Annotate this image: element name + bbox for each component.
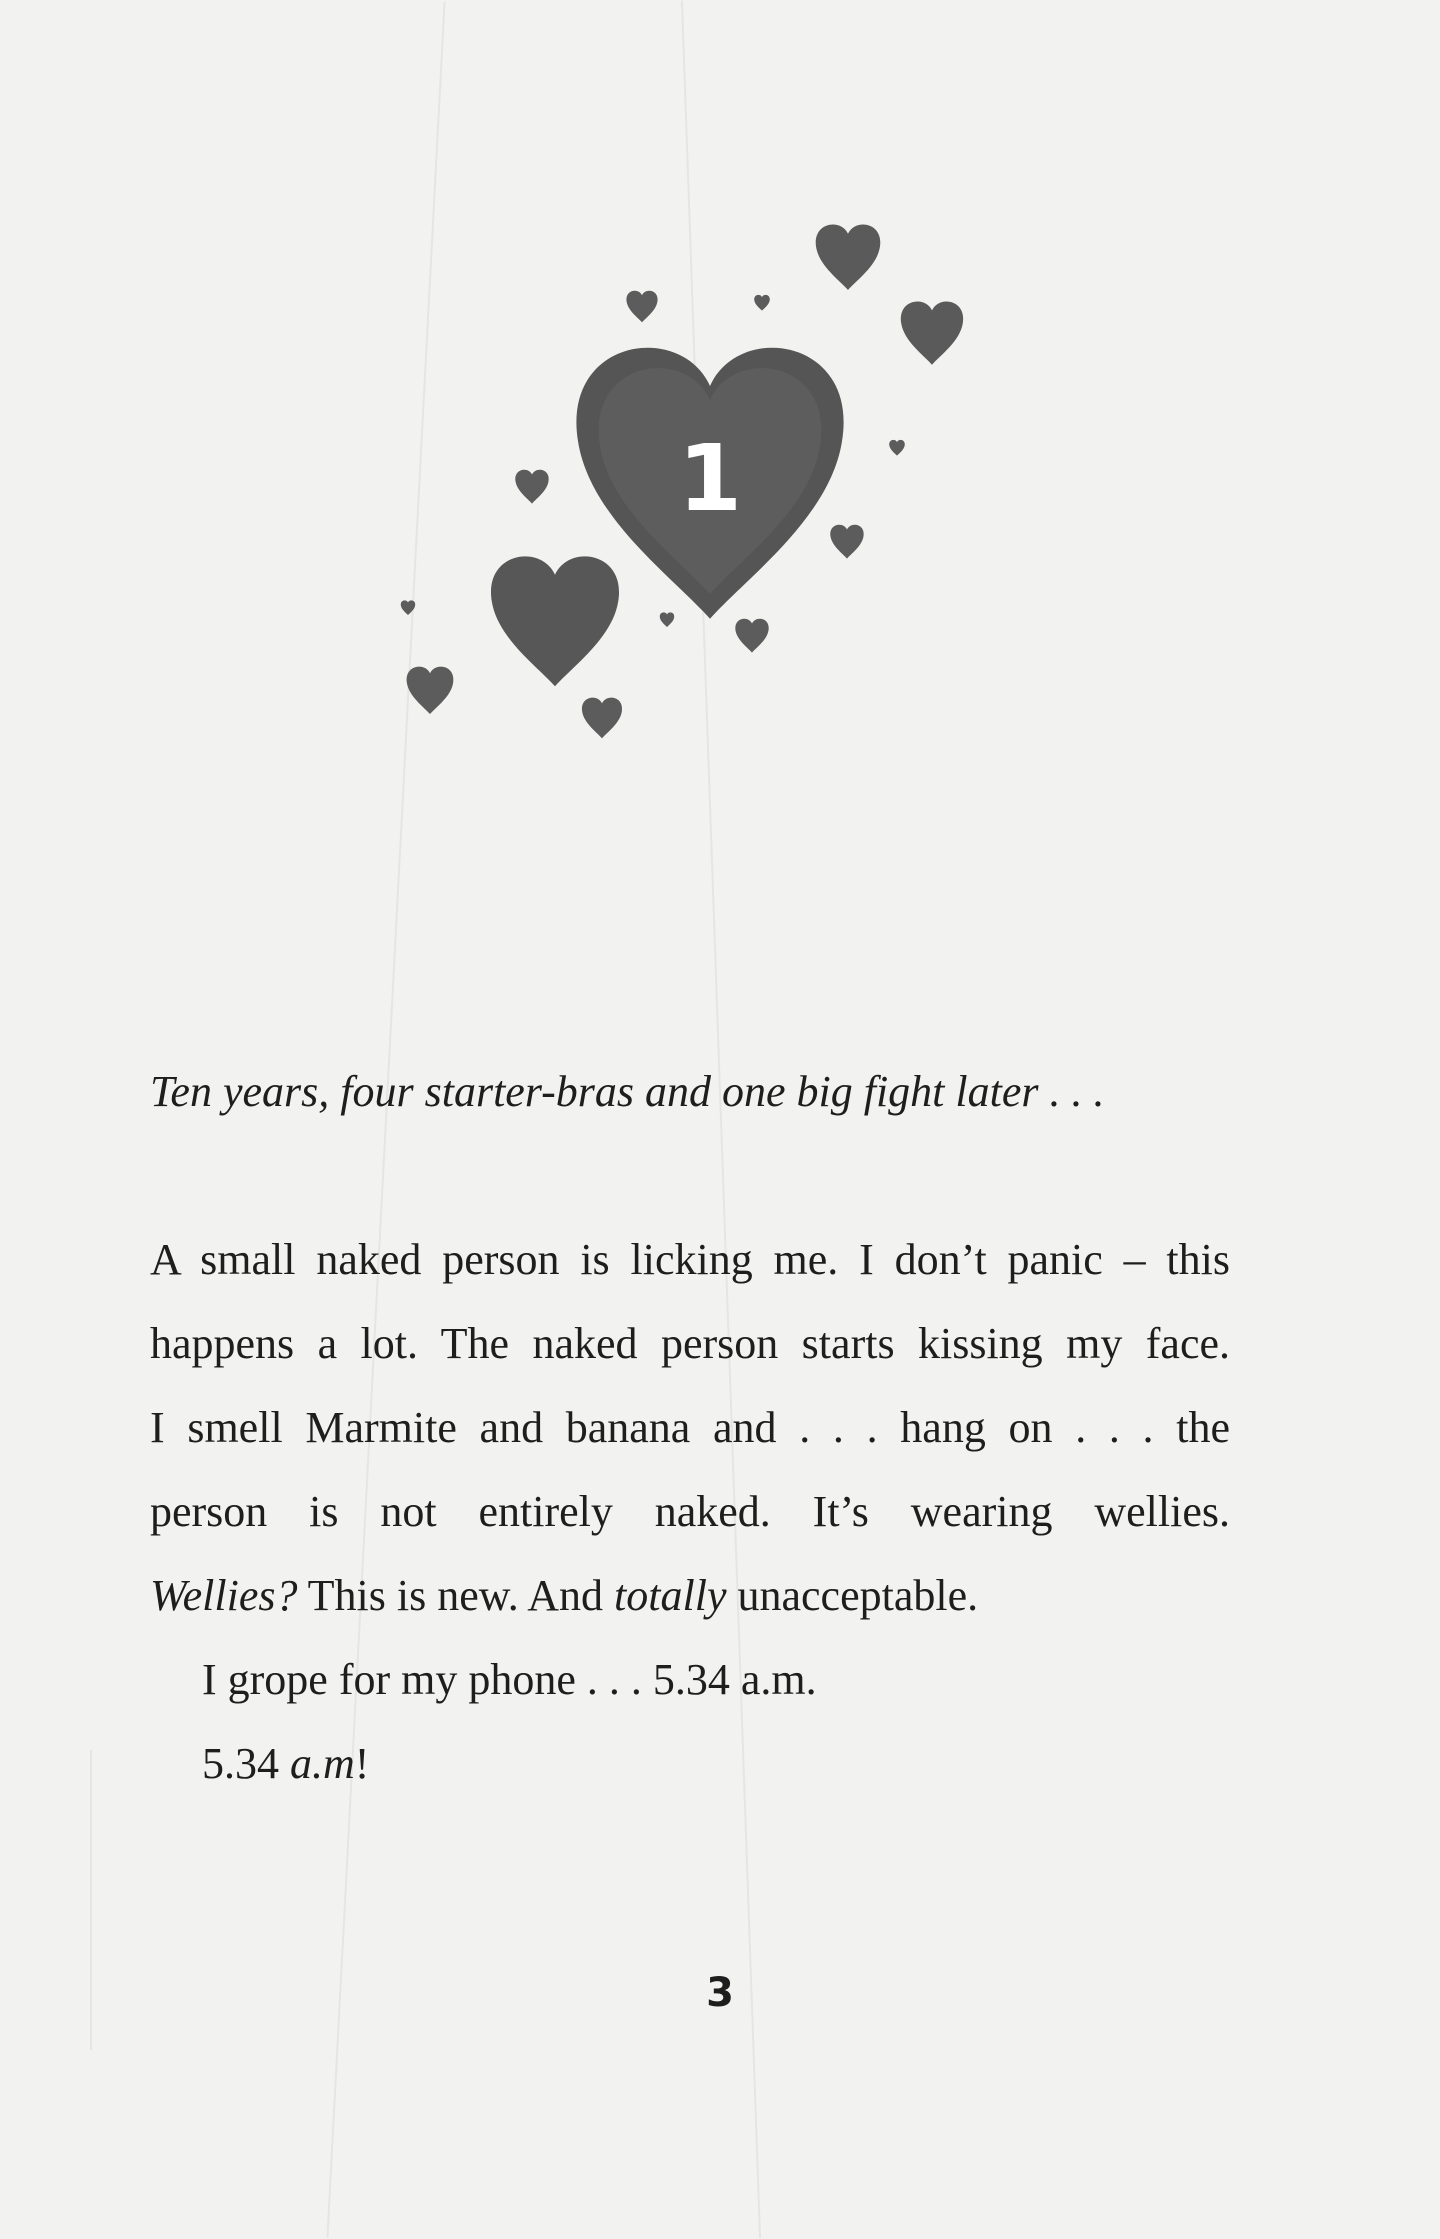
text-fragment: ! bbox=[354, 1739, 370, 1788]
text-line: happens a lot. The naked person starts kissing my face. bbox=[150, 1319, 1230, 1368]
chapter-heart-decoration bbox=[380, 210, 980, 750]
chapter-number: 1 bbox=[677, 425, 743, 532]
heart-icon bbox=[582, 698, 622, 739]
emphasis: a.m bbox=[290, 1739, 355, 1788]
emphasis: totally bbox=[614, 1571, 727, 1620]
heart-icon bbox=[830, 525, 863, 559]
text-line: I smell Marmite and banana and . . . hang on . . . the bbox=[150, 1403, 1230, 1452]
heart-icon bbox=[401, 600, 415, 615]
intro-line: Ten years, four starter-bras and one big fight later . . . bbox=[150, 1067, 1105, 1116]
chapter-text bbox=[150, 1050, 1230, 1806]
heart-icon bbox=[735, 619, 768, 653]
text-fragment: unacceptable. bbox=[726, 1571, 979, 1620]
heart-icon bbox=[626, 291, 657, 323]
heart-icon bbox=[515, 470, 548, 504]
text-line: person is not entirely naked. It’s wearing wellies. bbox=[150, 1487, 1230, 1536]
paragraph: I grope for my phone . . . 5.34 a.m. bbox=[202, 1655, 817, 1704]
emphasis: Wellies? bbox=[150, 1571, 298, 1620]
text-fragment: This is new. And bbox=[297, 1571, 615, 1620]
text-fragment: 5.34 bbox=[202, 1739, 290, 1788]
heart-icon bbox=[754, 295, 770, 311]
page-number: 3 bbox=[706, 1970, 734, 2016]
paragraph bbox=[150, 1722, 1230, 1806]
heart-icon bbox=[816, 224, 881, 290]
text-line: A small naked person is licking me. I don’t panic – this bbox=[150, 1235, 1230, 1284]
heart-icon bbox=[407, 667, 454, 714]
heart-icon bbox=[889, 440, 905, 456]
heart-icon bbox=[901, 301, 963, 364]
text-line bbox=[150, 1554, 1230, 1638]
paragraph bbox=[150, 1218, 1230, 1638]
heart-icon bbox=[660, 612, 674, 627]
heart-icon bbox=[491, 556, 619, 686]
